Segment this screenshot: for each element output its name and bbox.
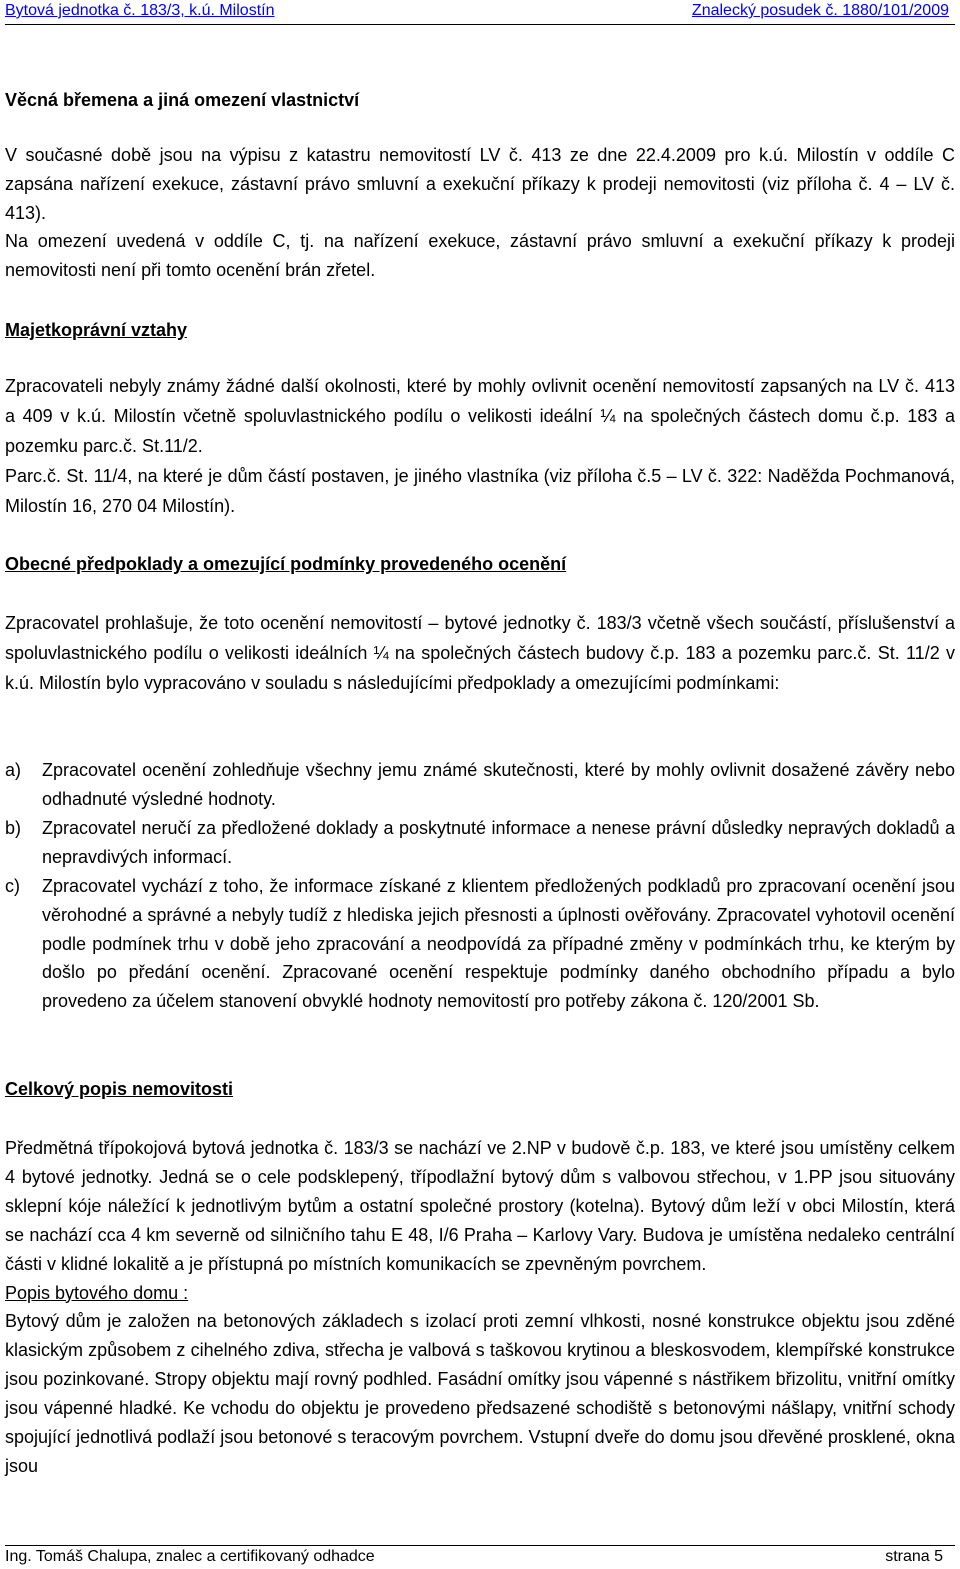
paragraph-assumptions-intro: Zpracovatel prohlašuje, že toto ocenění nemovitostí – bytové jednotky č. 183/3 včetně všech součástí, příslušenství a spoluvlastnického podílu o velikosti ideálních ¼ na společných částech budovy č.p. 183 a pozemku parc.č. St. 11/2 v k.ú. Milostín bylo vypracováno v souladu s následujícími předpoklady a omezujícími podmínkami: bbox=[5, 613, 955, 693]
list-item bbox=[5, 756, 955, 814]
section-heading-property-description: Celkový popis nemovitosti bbox=[5, 1079, 234, 1099]
list-item-text: Zpracovatel vychází z toho, že informace získané z klientem předložených podkladů pro zpracovaní ocenění jsou věrohodné a správné a nebyly tudíž z hlediska jejich přesnosti a úplnosti ověřovány. Zpracovatel vyhotovil ocenění podle podmínek trhu v době jeho zpracování a neodpovídá za případné změny v podmínkách trhu, ke kterým by došlo po předání ocenění. Zpracované ocenění respektuje podmínky daného obchodního případu a bylo provedeno za účelem stanovení obvyklé hodnoty nemovitostí pro potřeby zákona č. 120/2001 Sb. bbox=[42, 876, 955, 1012]
footer-page-number: strana 5 bbox=[885, 1548, 943, 1565]
page-footer bbox=[5, 1545, 955, 1567]
header-rule bbox=[5, 24, 955, 25]
text-line: Parc.č. St. 11/4, na které je dům částí postaven, je jiného vlastníka (viz příloha č.5 – LV č. 322: Naděžda Pochmanová, Milostín 16, 270 04 Milostín). bbox=[5, 466, 955, 516]
footer-rule bbox=[5, 1545, 955, 1546]
list-marker: b) bbox=[5, 818, 22, 838]
text-line: Zpracovateli nebyly známy žádné další okolnosti, které by mohly ovlivnit ocenění nemovitostí zapsaných na LV č. 413 a 409 v k.ú. Milostín včetně spoluvlastnického podílu o velikosti ideální ¼ na společných částech domu č.p. 183 a pozemku parc.č. St.11/2. bbox=[5, 376, 955, 456]
section-heading-easements: Věcná břemena a jiná omezení vlastnictví bbox=[5, 90, 360, 110]
text-line: Předmětná třípokojová bytová jednotka č. 183/3 se nachází ve 2.NP v budově č.p. 183, ve které jsou umístěny celkem 4 bytové jednotky. Jedná se o cele podsklepený, třípodlažní bytový dům s valbovou střechou, v 1.PP jsou situovány sklepní kóje náležící k jednotlivým bytům a ostatní společné prostory (kotelna). Bytový dům leží v obci Milostín, která se nachází cca 4 km severně od silničního tahu E 48, I/6 Praha – Karlovy Vary. Budova je umístěna nedaleko centrální části v klidné lokalitě a je přístupná po místních komunikacích se zpevněným povrchem. bbox=[5, 1138, 955, 1274]
list-marker: a) bbox=[5, 760, 22, 780]
list-item-text: Zpracovatel ocenění zohledňuje všechny jemu známé skutečnosti, které by mohly ovlivnit dosažené závěry nebo odhadnuté výsledné hodnoty. bbox=[42, 760, 955, 809]
footer-author: Ing. Tomáš Chalupa, znalec a certifikovaný odhadce bbox=[5, 1548, 375, 1565]
paragraph-property-description bbox=[5, 1134, 955, 1481]
header-document-link[interactable]: Bytová jednotka č. 183/3, k.ú. Milostín bbox=[5, 2, 275, 19]
list-item bbox=[5, 872, 955, 1016]
section-heading-property-rights: Majetkoprávní vztahy bbox=[5, 320, 188, 340]
page-header bbox=[5, 0, 955, 26]
paragraph-property-rights bbox=[5, 371, 955, 521]
paragraph-easements-ignored: Na omezení uvedená v oddíle C, tj. na nařízení exekuce, zástavní právo smluvní a exekuční příkazy k prodeji nemovitosti není při tomto ocenění brán zřetel. bbox=[5, 231, 955, 280]
paragraph-easements-registry: V současné době jsou na výpisu z katastru nemovitostí LV č. 413 ze dne 22.4.2009 pro k.ú. Milostín v oddíle C zapsána nařízení exekuce, zástavní právo smluvní a exekuční příkazy k prodeji nemovitosti (viz příloha č. 4 – LV č. 413). bbox=[5, 145, 955, 223]
list-item bbox=[5, 814, 955, 872]
subheading-building-description: Popis bytového domu : bbox=[5, 1282, 189, 1303]
list-marker: c) bbox=[5, 876, 20, 896]
list-item-text: Zpracovatel neručí za předložené doklady a poskytnuté informace a nenese právní důsledky nepravých dokladů a nepravdivých informací. bbox=[42, 818, 955, 867]
header-report-link[interactable]: Znalecký posudek č. 1880/101/2009 bbox=[691, 2, 949, 19]
text-line: Bytový dům je založen na betonových základech s izolací proti zemní vlhkosti, nosné konstrukce objektu jsou zděné klasickým způsobem z cihelného zdiva, střecha je valbová s taškovou krytinou a bleskosvodem, klempířské konstrukce jsou pozinkované. Stropy objektu mají rovný podhled. Fasádní omítky jsou vápenné s nástřikem břizolitu, vnitřní omítky jsou vápenné hladké. Ke vchodu do objektu je provedeno předsazené schodiště s betonovými nášlapy, vnitřní schody spojující jednotlivá podlaží jsou betonové s teracovým povrchem. Vstupní dveře do domu jsou dřevěné prosklené, okna jsou bbox=[5, 1311, 955, 1476]
section-heading-assumptions: Obecné předpoklady a omezující podmínky provedeného ocenění bbox=[5, 554, 567, 574]
